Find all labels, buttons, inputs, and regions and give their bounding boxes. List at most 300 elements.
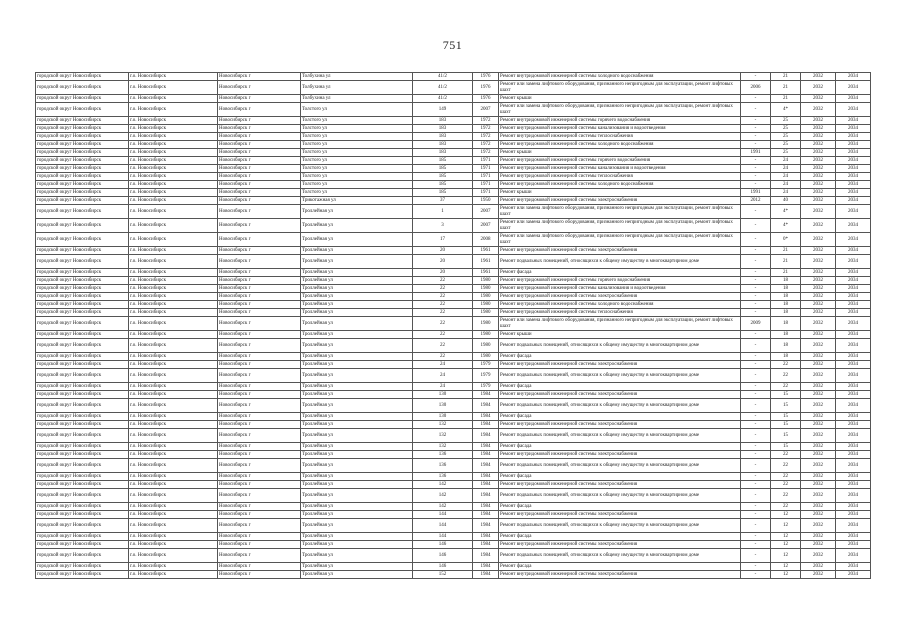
- house-number-cell: 185: [413, 181, 473, 189]
- plan-start-year-cell: 2032: [801, 73, 836, 81]
- build-year-cell: 1984: [473, 519, 499, 533]
- municipality-cell: городской округ Новосибирск: [36, 563, 129, 571]
- house-number-cell: 132: [413, 429, 473, 443]
- municipality-cell: городской округ Новосибирск: [36, 205, 129, 219]
- municipality-cell: городской округ Новосибирск: [36, 149, 129, 157]
- last-repair-year-cell: 1991: [741, 189, 771, 197]
- repair-work-cell: Ремонт фасада: [499, 383, 741, 391]
- build-year-cell: 1980: [473, 293, 499, 301]
- plan-start-year-cell: 2032: [801, 451, 836, 459]
- last-repair-year-cell: -: [741, 103, 771, 117]
- house-number-cell: 22: [413, 301, 473, 309]
- city-cell: Новосибирск г: [218, 189, 301, 197]
- service-life-cell: 25: [771, 117, 801, 125]
- service-life-cell: 24: [771, 157, 801, 165]
- repair-work-cell: Ремонт внутридомовой инженерной системы электроснабжения: [499, 541, 741, 549]
- street-cell: Трикотажная ул: [301, 197, 413, 205]
- last-repair-year-cell: -: [741, 421, 771, 429]
- table-row: [36, 301, 871, 309]
- house-number-cell: 41/2: [413, 73, 473, 81]
- municipality-cell: городской округ Новосибирск: [36, 173, 129, 181]
- repair-work-cell: Ремонт крыши: [499, 95, 741, 103]
- city-cell: Новосибирск г: [218, 81, 301, 95]
- municipality-cell: городской округ Новосибирск: [36, 141, 129, 149]
- house-number-cell: 37: [413, 197, 473, 205]
- city-cell: Новосибирск г: [218, 293, 301, 301]
- build-year-cell: 1980: [473, 339, 499, 353]
- plan-start-year-cell: 2032: [801, 489, 836, 503]
- build-year-cell: 1976: [473, 81, 499, 95]
- plan-start-year-cell: 2032: [801, 255, 836, 269]
- table-row: [36, 133, 871, 141]
- district-cell: г.о. Новосибирск: [129, 511, 218, 519]
- plan-start-year-cell: 2032: [801, 103, 836, 117]
- district-cell: г.о. Новосибирск: [129, 369, 218, 383]
- city-cell: Новосибирск г: [218, 383, 301, 391]
- build-year-cell: 1984: [473, 481, 499, 489]
- last-repair-year-cell: -: [741, 481, 771, 489]
- plan-start-year-cell: 2032: [801, 157, 836, 165]
- repair-work-cell: Ремонт внутридомовой инженерной системы канализования и водоотведения: [499, 285, 741, 293]
- plan-start-year-cell: 2032: [801, 361, 836, 369]
- service-life-cell: 18: [771, 339, 801, 353]
- service-life-cell: 22: [771, 481, 801, 489]
- registry-sheet: [35, 72, 870, 579]
- plan-start-year-cell: 2032: [801, 413, 836, 421]
- table-row: [36, 391, 871, 399]
- repair-work-cell: Ремонт или замена лифтового оборудования, признанного непригодным для эксплуатации, ремонт лифтовых шахт: [499, 81, 741, 95]
- table-row: [36, 205, 871, 219]
- table-row: [36, 383, 871, 391]
- service-life-cell: 4*: [771, 219, 801, 233]
- build-year-cell: 1984: [473, 459, 499, 473]
- build-year-cell: 1984: [473, 413, 499, 421]
- build-year-cell: 1984: [473, 399, 499, 413]
- city-cell: Новосибирск г: [218, 339, 301, 353]
- municipality-cell: городской округ Новосибирск: [36, 511, 129, 519]
- table-row: [36, 429, 871, 443]
- city-cell: Новосибирск г: [218, 173, 301, 181]
- last-repair-year-cell: -: [741, 117, 771, 125]
- district-cell: г.о. Новосибирск: [129, 331, 218, 339]
- plan-start-year-cell: 2032: [801, 399, 836, 413]
- district-cell: г.о. Новосибирск: [129, 205, 218, 219]
- plan-start-year-cell: 2032: [801, 247, 836, 255]
- district-cell: г.о. Новосибирск: [129, 399, 218, 413]
- table-row: [36, 563, 871, 571]
- city-cell: Новосибирск г: [218, 399, 301, 413]
- municipality-cell: городской округ Новосибирск: [36, 117, 129, 125]
- street-cell: Троллейная ул: [301, 421, 413, 429]
- municipality-cell: городской округ Новосибирск: [36, 451, 129, 459]
- repair-work-cell: Ремонт внутридомовой инженерной системы горячего водоснабжения: [499, 117, 741, 125]
- table-row: [36, 489, 871, 503]
- plan-start-year-cell: 2032: [801, 317, 836, 331]
- repair-work-cell: Ремонт крыши: [499, 189, 741, 197]
- municipality-cell: городской округ Новосибирск: [36, 309, 129, 317]
- repair-work-cell: Ремонт фасада: [499, 533, 741, 541]
- last-repair-year-cell: -: [741, 549, 771, 563]
- plan-start-year-cell: 2032: [801, 189, 836, 197]
- plan-end-year-cell: 2034: [836, 141, 871, 149]
- district-cell: г.о. Новосибирск: [129, 219, 218, 233]
- last-repair-year-cell: -: [741, 173, 771, 181]
- district-cell: г.о. Новосибирск: [129, 103, 218, 117]
- service-life-cell: 0*: [771, 233, 801, 247]
- last-repair-year-cell: -: [741, 511, 771, 519]
- municipality-cell: городской округ Новосибирск: [36, 413, 129, 421]
- last-repair-year-cell: -: [741, 331, 771, 339]
- registry-body: [36, 73, 871, 579]
- table-row: [36, 247, 871, 255]
- repair-work-cell: Ремонт фасада: [499, 353, 741, 361]
- municipality-cell: городской округ Новосибирск: [36, 95, 129, 103]
- repair-work-cell: Ремонт внутридомовой инженерной системы электроснабжения: [499, 197, 741, 205]
- table-row: [36, 277, 871, 285]
- service-life-cell: 18: [771, 309, 801, 317]
- service-life-cell: 24: [771, 173, 801, 181]
- district-cell: г.о. Новосибирск: [129, 481, 218, 489]
- street-cell: Троллейная ул: [301, 353, 413, 361]
- district-cell: г.о. Новосибирск: [129, 519, 218, 533]
- repair-work-cell: Ремонт подвальных помещений, относящихся к общему имуществу в многоквартирном доме: [499, 459, 741, 473]
- service-life-cell: 15: [771, 399, 801, 413]
- municipality-cell: городской округ Новосибирск: [36, 255, 129, 269]
- table-row: [36, 309, 871, 317]
- build-year-cell: 2007: [473, 219, 499, 233]
- plan-end-year-cell: 2034: [836, 81, 871, 95]
- table-row: [36, 519, 871, 533]
- district-cell: г.о. Новосибирск: [129, 165, 218, 173]
- last-repair-year-cell: -: [741, 73, 771, 81]
- repair-work-cell: Ремонт внутридомовой инженерной системы электроснабжения: [499, 571, 741, 579]
- table-row: [36, 443, 871, 451]
- plan-start-year-cell: 2032: [801, 443, 836, 451]
- plan-end-year-cell: 2034: [836, 399, 871, 413]
- street-cell: Троллейная ул: [301, 317, 413, 331]
- house-number-cell: 142: [413, 489, 473, 503]
- plan-end-year-cell: 2034: [836, 181, 871, 189]
- plan-end-year-cell: 2034: [836, 563, 871, 571]
- build-year-cell: 2008: [473, 233, 499, 247]
- municipality-cell: городской округ Новосибирск: [36, 269, 129, 277]
- district-cell: г.о. Новосибирск: [129, 429, 218, 443]
- plan-start-year-cell: 2032: [801, 81, 836, 95]
- service-life-cell: 21: [771, 95, 801, 103]
- build-year-cell: 1984: [473, 489, 499, 503]
- build-year-cell: 1976: [473, 73, 499, 81]
- plan-end-year-cell: 2034: [836, 157, 871, 165]
- city-cell: Новосибирск г: [218, 429, 301, 443]
- service-life-cell: 4*: [771, 205, 801, 219]
- service-life-cell: 21: [771, 81, 801, 95]
- district-cell: г.о. Новосибирск: [129, 361, 218, 369]
- plan-start-year-cell: 2032: [801, 391, 836, 399]
- district-cell: г.о. Новосибирск: [129, 571, 218, 579]
- service-life-cell: 22: [771, 473, 801, 481]
- house-number-cell: 22: [413, 339, 473, 353]
- house-number-cell: 22: [413, 293, 473, 301]
- street-cell: Толстого ул: [301, 173, 413, 181]
- city-cell: Новосибирск г: [218, 95, 301, 103]
- plan-end-year-cell: 2034: [836, 339, 871, 353]
- repair-work-cell: Ремонт подвальных помещений, относящихся к общему имуществу в многоквартирном доме: [499, 399, 741, 413]
- build-year-cell: 1984: [473, 549, 499, 563]
- plan-start-year-cell: 2032: [801, 125, 836, 133]
- city-cell: Новосибирск г: [218, 125, 301, 133]
- service-life-cell: 12: [771, 533, 801, 541]
- build-year-cell: 1976: [473, 95, 499, 103]
- house-number-cell: 132: [413, 421, 473, 429]
- district-cell: г.о. Новосибирск: [129, 421, 218, 429]
- table-row: [36, 103, 871, 117]
- service-life-cell: 24: [771, 189, 801, 197]
- city-cell: Новосибирск г: [218, 503, 301, 511]
- service-life-cell: 12: [771, 563, 801, 571]
- municipality-cell: городской округ Новосибирск: [36, 293, 129, 301]
- district-cell: г.о. Новосибирск: [129, 309, 218, 317]
- last-repair-year-cell: -: [741, 503, 771, 511]
- service-life-cell: 18: [771, 277, 801, 285]
- plan-start-year-cell: 2032: [801, 277, 836, 285]
- plan-start-year-cell: 2032: [801, 173, 836, 181]
- last-repair-year-cell: -: [741, 309, 771, 317]
- build-year-cell: 1971: [473, 189, 499, 197]
- plan-end-year-cell: 2034: [836, 429, 871, 443]
- city-cell: Новосибирск г: [218, 481, 301, 489]
- service-life-cell: 12: [771, 511, 801, 519]
- repair-work-cell: Ремонт подвальных помещений, относящихся к общему имуществу в многоквартирном доме: [499, 549, 741, 563]
- district-cell: г.о. Новосибирск: [129, 255, 218, 269]
- house-number-cell: 20: [413, 255, 473, 269]
- street-cell: Толстого ул: [301, 141, 413, 149]
- last-repair-year-cell: -: [741, 459, 771, 473]
- table-row: [36, 571, 871, 579]
- plan-start-year-cell: 2032: [801, 181, 836, 189]
- plan-start-year-cell: 2032: [801, 117, 836, 125]
- municipality-cell: городской округ Новосибирск: [36, 133, 129, 141]
- build-year-cell: 1980: [473, 301, 499, 309]
- last-repair-year-cell: -: [741, 247, 771, 255]
- street-cell: Троллейная ул: [301, 219, 413, 233]
- street-cell: Троллейная ул: [301, 413, 413, 421]
- service-life-cell: 22: [771, 503, 801, 511]
- repair-work-cell: Ремонт внутридомовой инженерной системы электроснабжения: [499, 451, 741, 459]
- plan-end-year-cell: 2034: [836, 189, 871, 197]
- municipality-cell: городской округ Новосибирск: [36, 541, 129, 549]
- plan-start-year-cell: 2032: [801, 571, 836, 579]
- municipality-cell: городской округ Новосибирск: [36, 459, 129, 473]
- city-cell: Новосибирск г: [218, 473, 301, 481]
- plan-end-year-cell: 2034: [836, 219, 871, 233]
- city-cell: Новосибирск г: [218, 421, 301, 429]
- table-row: [36, 399, 871, 413]
- service-life-cell: 22: [771, 383, 801, 391]
- municipality-cell: городской округ Новосибирск: [36, 285, 129, 293]
- municipality-cell: городской округ Новосибирск: [36, 277, 129, 285]
- municipality-cell: городской округ Новосибирск: [36, 429, 129, 443]
- house-number-cell: 183: [413, 141, 473, 149]
- table-row: [36, 421, 871, 429]
- municipality-cell: городской округ Новосибирск: [36, 197, 129, 205]
- last-repair-year-cell: -: [741, 301, 771, 309]
- house-number-cell: 136: [413, 473, 473, 481]
- last-repair-year-cell: -: [741, 293, 771, 301]
- last-repair-year-cell: -: [741, 369, 771, 383]
- build-year-cell: 1980: [473, 309, 499, 317]
- table-row: [36, 317, 871, 331]
- street-cell: Троллейная ул: [301, 331, 413, 339]
- service-life-cell: 18: [771, 301, 801, 309]
- last-repair-year-cell: -: [741, 489, 771, 503]
- plan-end-year-cell: 2034: [836, 233, 871, 247]
- district-cell: г.о. Новосибирск: [129, 413, 218, 421]
- plan-end-year-cell: 2034: [836, 103, 871, 117]
- house-number-cell: 17: [413, 233, 473, 247]
- plan-start-year-cell: 2032: [801, 293, 836, 301]
- district-cell: г.о. Новосибирск: [129, 293, 218, 301]
- last-repair-year-cell: 2009: [741, 317, 771, 331]
- service-life-cell: 15: [771, 421, 801, 429]
- house-number-cell: 146: [413, 563, 473, 571]
- last-repair-year-cell: -: [741, 255, 771, 269]
- house-number-cell: 144: [413, 511, 473, 519]
- repair-work-cell: Ремонт внутридомовой инженерной системы электроснабжения: [499, 511, 741, 519]
- plan-start-year-cell: 2032: [801, 95, 836, 103]
- service-life-cell: 18: [771, 285, 801, 293]
- repair-work-cell: Ремонт подвальных помещений, относящихся к общему имуществу в многоквартирном доме: [499, 429, 741, 443]
- plan-end-year-cell: 2034: [836, 255, 871, 269]
- plan-start-year-cell: 2032: [801, 331, 836, 339]
- repair-work-cell: Ремонт внутридомовой инженерной системы холодного водоснабжения: [499, 301, 741, 309]
- municipality-cell: городской округ Новосибирск: [36, 443, 129, 451]
- repair-registry-table: [35, 72, 871, 579]
- service-life-cell: 15: [771, 391, 801, 399]
- city-cell: Новосибирск г: [218, 413, 301, 421]
- district-cell: г.о. Новосибирск: [129, 73, 218, 81]
- plan-end-year-cell: 2034: [836, 95, 871, 103]
- plan-end-year-cell: 2034: [836, 369, 871, 383]
- municipality-cell: городской округ Новосибирск: [36, 165, 129, 173]
- street-cell: Троллейная ул: [301, 489, 413, 503]
- service-life-cell: 22: [771, 459, 801, 473]
- last-repair-year-cell: -: [741, 339, 771, 353]
- plan-start-year-cell: 2032: [801, 503, 836, 511]
- plan-end-year-cell: 2034: [836, 489, 871, 503]
- build-year-cell: 1984: [473, 443, 499, 451]
- city-cell: Новосибирск г: [218, 541, 301, 549]
- last-repair-year-cell: -: [741, 391, 771, 399]
- service-life-cell: 4*: [771, 103, 801, 117]
- table-row: [36, 361, 871, 369]
- district-cell: г.о. Новосибирск: [129, 489, 218, 503]
- table-row: [36, 219, 871, 233]
- table-row: [36, 255, 871, 269]
- build-year-cell: 1984: [473, 473, 499, 481]
- house-number-cell: 130: [413, 413, 473, 421]
- street-cell: Троллейная ул: [301, 277, 413, 285]
- table-row: [36, 353, 871, 361]
- service-life-cell: 12: [771, 541, 801, 549]
- service-life-cell: 25: [771, 133, 801, 141]
- build-year-cell: 1984: [473, 503, 499, 511]
- repair-work-cell: Ремонт внутридомовой инженерной системы холодного водоснабжения: [499, 141, 741, 149]
- house-number-cell: 24: [413, 369, 473, 383]
- table-row: [36, 73, 871, 81]
- street-cell: Троллейная ул: [301, 563, 413, 571]
- municipality-cell: городской округ Новосибирск: [36, 73, 129, 81]
- build-year-cell: 1984: [473, 563, 499, 571]
- plan-start-year-cell: 2032: [801, 549, 836, 563]
- district-cell: г.о. Новосибирск: [129, 269, 218, 277]
- repair-work-cell: Ремонт подвальных помещений, относящихся к общему имуществу в многоквартирном доме: [499, 489, 741, 503]
- repair-work-cell: Ремонт фасада: [499, 269, 741, 277]
- repair-work-cell: Ремонт внутридомовой инженерной системы теплоснабжения: [499, 133, 741, 141]
- plan-end-year-cell: 2034: [836, 473, 871, 481]
- plan-start-year-cell: 2032: [801, 269, 836, 277]
- last-repair-year-cell: -: [741, 285, 771, 293]
- plan-end-year-cell: 2034: [836, 117, 871, 125]
- service-life-cell: 21: [771, 247, 801, 255]
- city-cell: Новосибирск г: [218, 277, 301, 285]
- plan-start-year-cell: 2032: [801, 141, 836, 149]
- street-cell: Толстого ул: [301, 157, 413, 165]
- service-life-cell: 21: [771, 255, 801, 269]
- district-cell: г.о. Новосибирск: [129, 277, 218, 285]
- repair-work-cell: Ремонт внутридомовой инженерной системы теплоснабжения: [499, 309, 741, 317]
- plan-start-year-cell: 2032: [801, 519, 836, 533]
- plan-start-year-cell: 2032: [801, 205, 836, 219]
- street-cell: Троллейная ул: [301, 247, 413, 255]
- city-cell: Новосибирск г: [218, 285, 301, 293]
- build-year-cell: 1979: [473, 361, 499, 369]
- plan-end-year-cell: 2034: [836, 511, 871, 519]
- district-cell: г.о. Новосибирск: [129, 339, 218, 353]
- build-year-cell: 1980: [473, 277, 499, 285]
- district-cell: г.о. Новосибирск: [129, 391, 218, 399]
- municipality-cell: городской округ Новосибирск: [36, 181, 129, 189]
- repair-work-cell: Ремонт или замена лифтового оборудования, признанного непригодным для эксплуатации, ремонт лифтовых шахт: [499, 317, 741, 331]
- plan-end-year-cell: 2034: [836, 383, 871, 391]
- street-cell: Троллейная ул: [301, 301, 413, 309]
- street-cell: Троллейная ул: [301, 269, 413, 277]
- plan-end-year-cell: 2034: [836, 459, 871, 473]
- house-number-cell: 22: [413, 331, 473, 339]
- table-row: [36, 197, 871, 205]
- house-number-cell: 22: [413, 285, 473, 293]
- municipality-cell: городской округ Новосибирск: [36, 399, 129, 413]
- plan-end-year-cell: 2034: [836, 361, 871, 369]
- city-cell: Новосибирск г: [218, 391, 301, 399]
- repair-work-cell: Ремонт внутридомовой инженерной системы электроснабжения: [499, 247, 741, 255]
- plan-end-year-cell: 2034: [836, 481, 871, 489]
- plan-end-year-cell: 2034: [836, 317, 871, 331]
- plan-end-year-cell: 2034: [836, 277, 871, 285]
- street-cell: Троллейная ул: [301, 533, 413, 541]
- plan-end-year-cell: 2034: [836, 133, 871, 141]
- service-life-cell: 40: [771, 197, 801, 205]
- page-number: 751: [442, 38, 463, 52]
- table-row: [36, 481, 871, 489]
- service-life-cell: 12: [771, 519, 801, 533]
- district-cell: г.о. Новосибирск: [129, 117, 218, 125]
- street-cell: Троллейная ул: [301, 459, 413, 473]
- city-cell: Новосибирск г: [218, 309, 301, 317]
- house-number-cell: 22: [413, 353, 473, 361]
- last-repair-year-cell: -: [741, 519, 771, 533]
- plan-end-year-cell: 2034: [836, 503, 871, 511]
- house-number-cell: 22: [413, 317, 473, 331]
